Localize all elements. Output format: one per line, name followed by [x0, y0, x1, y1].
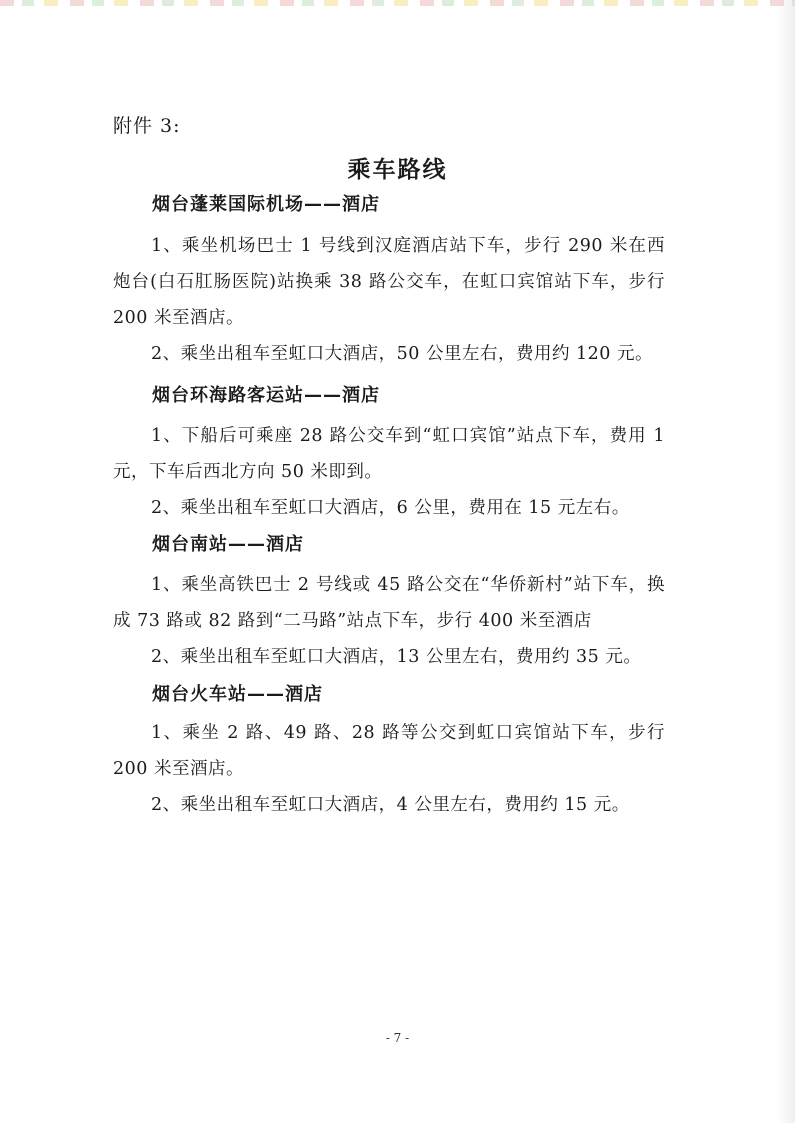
top-bleed-strip	[0, 0, 795, 6]
section-heading-train-station: 烟台火车站——酒店	[152, 684, 323, 705]
section-heading-airport: 烟台蓬莱国际机场——酒店	[152, 194, 380, 215]
page-title: 乘车路线	[347, 157, 448, 183]
route-item-south-station-taxi: 2、乘坐出租车至虹口大酒店，13 公里左右，费用约 35 元。	[151, 647, 642, 667]
section-heading-south-station: 烟台南站——酒店	[152, 534, 304, 555]
route-item-train-station-bus: 1、乘坐 2 路、49 路、28 路等公交到虹口宾馆站下车，步行 200 米至酒店。	[113, 723, 665, 779]
route-item-port-bus: 1、下船后可乘座 28 路公交车到“虹口宾馆”站点下车，费用 1 元，下车后西北方向 50 米即到。	[113, 426, 665, 482]
route-item-port-taxi: 2、乘坐出租车至虹口大酒店，6 公里，费用在 15 元左右。	[151, 498, 630, 518]
route-item-airport-taxi: 2、乘坐出租车至虹口大酒店，50 公里左右，费用约 120 元。	[151, 344, 653, 364]
route-item-south-station-bus: 1、乘坐高铁巴士 2 号线或 45 路公交在“华侨新村”站下车，换成 73 路或 82 路到“二马路”站点下车，步行 400 米至酒店	[113, 575, 665, 631]
attachment-label: 附件 3:	[113, 115, 181, 137]
section-heading-port: 烟台环海路客运站——酒店	[152, 385, 380, 406]
route-item-airport-bus: 1、乘坐机场巴士 1 号线到汉庭酒店站下车，步行 290 米在西炮台(白石肛肠医院)站换乘 38 路公交车，在虹口宾馆站下车，步行 200 米至酒店。	[113, 236, 665, 328]
route-item-train-station-taxi: 2、乘坐出租车至虹口大酒店，4 公里左右，费用约 15 元。	[151, 795, 630, 815]
page-number: - 7 -	[385, 1031, 410, 1045]
